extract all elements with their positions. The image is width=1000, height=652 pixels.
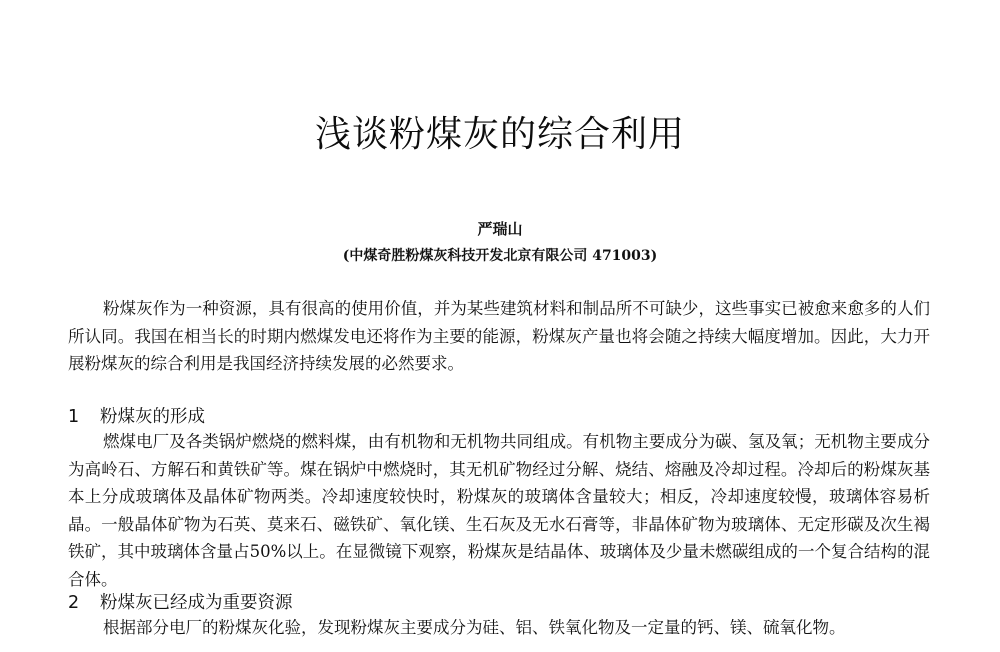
section-number: 1	[68, 407, 80, 427]
abstract-paragraph: 粉煤灰作为一种资源，具有很高的使用价值，并为某些建筑材料和制品所不可缺少，这些事实已被愈来愈多的人们所认同。我国在相当长的时期内燃煤发电还将作为主要的能源，粉煤灰产量也将会随之持续大幅度增加。因此，大力开展粉煤灰的综合利用是我国经济持续发展的必然要求。	[68, 299, 930, 373]
section-title: 粉煤灰已经成为重要资源	[100, 593, 293, 613]
author-name: 严瑞山	[477, 220, 523, 238]
section-heading	[68, 590, 293, 616]
section-heading	[68, 404, 205, 430]
section-number: 2	[68, 593, 80, 613]
author-affiliation: (中煤奇胜粉煤灰科技开发北京有限公司 471003)	[342, 248, 658, 264]
section-paragraph: 根据部分电厂的粉煤灰化验，发现粉煤灰主要成分为硅、铝、铁氧化物及一定量的钙、镁、硫氧化物。	[103, 618, 846, 637]
section-paragraph: 燃煤电厂及各类锅炉燃烧的燃料煤，由有机物和无机物共同组成。有机物主要成分为碳、氢及氧；无机物主要成分为高岭石、方解石和黄铁矿等。煤在锅炉中燃烧时，其无机矿物经过分解、烧结、熔融及冷却过程。冷却后的粉煤灰基本上分成玻璃体及晶体矿物两类。冷却速度较快时，粉煤灰的玻璃体含量较大；相反，冷却速度较慢，玻璃体容易析晶。一般晶体矿物为石英、莫来石、磁铁矿、氧化镁、生石灰及无水石膏等，非晶体矿物为玻璃体、无定形碳及次生褐铁矿，其中玻璃体含量占50%以上。在显微镜下观察，粉煤灰是结晶体、玻璃体及少量未燃碳组成的一个复合结构的混合体。	[68, 432, 930, 589]
section-title: 粉煤灰的形成	[100, 407, 205, 427]
paper-title: 浅谈粉煤灰的综合利用	[314, 114, 685, 155]
